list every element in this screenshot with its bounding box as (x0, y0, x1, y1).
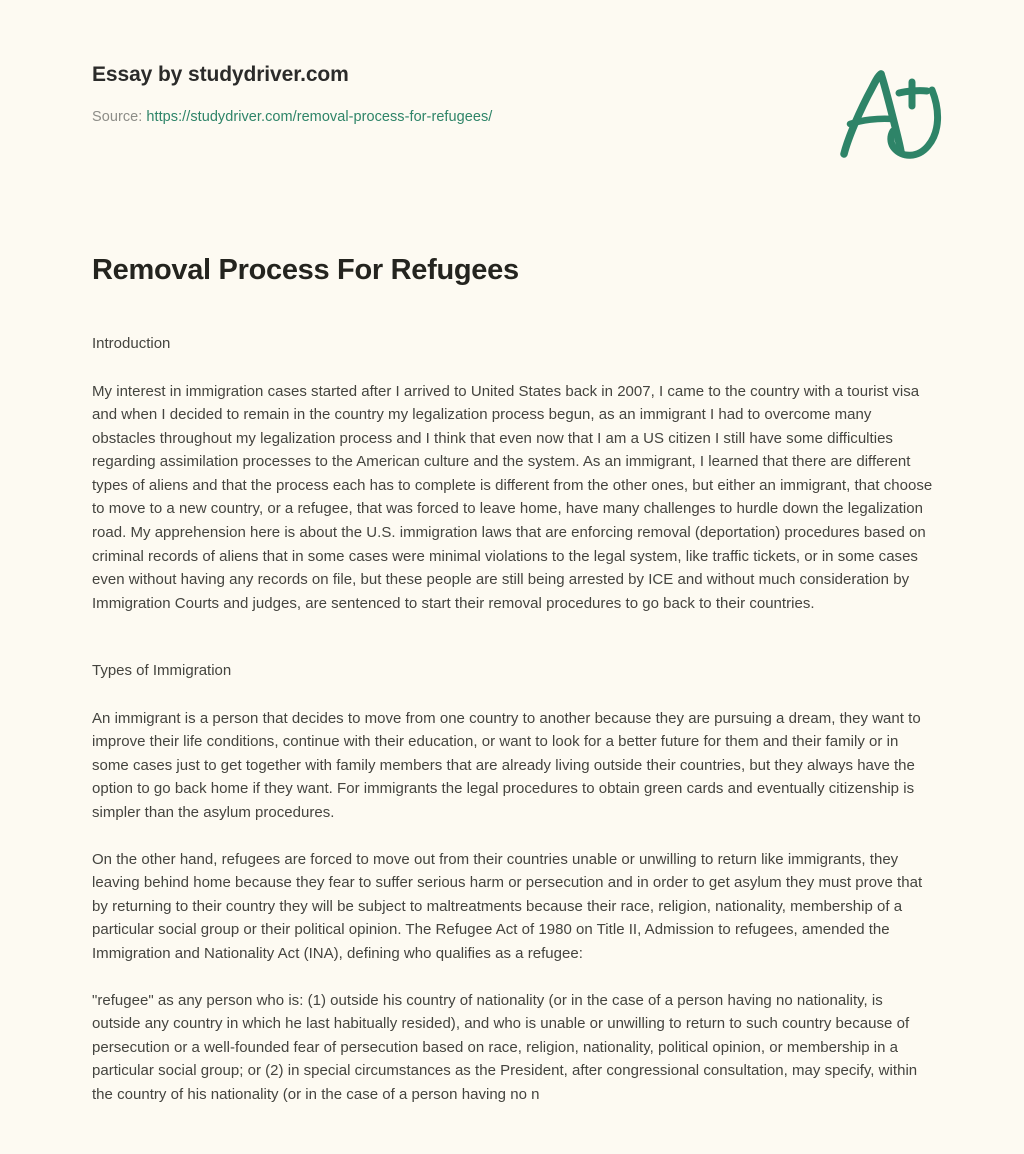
section-heading-types-of-immigration: Types of Immigration (92, 662, 232, 680)
section-heading-introduction: Introduction (92, 335, 171, 353)
document-body (0, 180, 1024, 1107)
paragraph: On the other hand, refugees are forced to move out from their countries unable or unwilling to return like immigrants, they leaving behind home because they fear to suffer serious harm or persecution and in order to get asylum they must prove that by returning to their country they will be subject to maltreatments because their race, religion, nationality, membership of a particular social group or their political opinion. The Refugee Act of 1980 on Title II, Admission to refugees, amended the Immigration and Nationality Act (INA), defining who qualifies as a refugee: (92, 850, 923, 963)
document-header (0, 0, 1024, 180)
section-introduction (92, 332, 934, 615)
studydriver-a-plus-logo (834, 66, 946, 162)
paragraph: "refugee" as any person who is: (1) outside his country of nationality (or in the case of a person having no nationality, is outside any country in which he last habitually resided), and who is unable or unwilling to return to such country because of persecution or a well-founded fear of persecution based on race, religion, nationality, political opinion, or membership in a particular social group; or (2) in special circumstances as the President, after congressional consultation, may specify, within the country of his nationality (or in the case of a person having no n (92, 991, 918, 1103)
source-url-link[interactable]: https://studydriver.com/removal-process-for-refugees/ (146, 109, 493, 126)
source-label: Source: (92, 109, 147, 126)
brand-title: Essay by studydriver.com (92, 63, 349, 86)
paragraph: An immigrant is a person that decides to move from one country to another because they are pursuing a dream, they want to improve their life conditions, continue with their education, or want to look for a better future for them and their family or in some cases just to get together with family members that are already living outside their countries, but they always have the option to go back home if they want. For immigrants the legal procedures to obtain green cards and eventually citizenship is simpler than the asylum procedures. (92, 709, 921, 822)
page-title: Removal Process For Refugees (92, 254, 519, 286)
section-types-of-immigration (92, 659, 934, 1106)
source-line (92, 108, 950, 127)
paragraph: My interest in immigration cases started after I arrived to United States back in 2007, I came to the country with a tourist visa and when I decided to remain in the country my legalization process begun, as an immigrant I had to overcome many obstacles throughout my legalization process and I think that even now that I am a US citizen I still have some difficulties regarding assimilation processes to the American culture and the system. As an immigrant, I learned that there are different types of aliens and that the process each has to complete is different from the other ones, but either an immigrant, that choose to move to a new country, or a refugee, that was forced to leave home, have many challenges to hurdle down the legalization road. My apprehension here is about the U.S. immigration laws that are enforcing removal (deportation) procedures based on criminal records of aliens that in some cases were minimal violations to the legal system, like traffic tickets, or in some cases even without having any records on file, but these people are still being arrested by ICE and without much consideration by Immigration Courts and judges, are sentenced to start their removal procedures to go back to their countries. (92, 382, 933, 612)
